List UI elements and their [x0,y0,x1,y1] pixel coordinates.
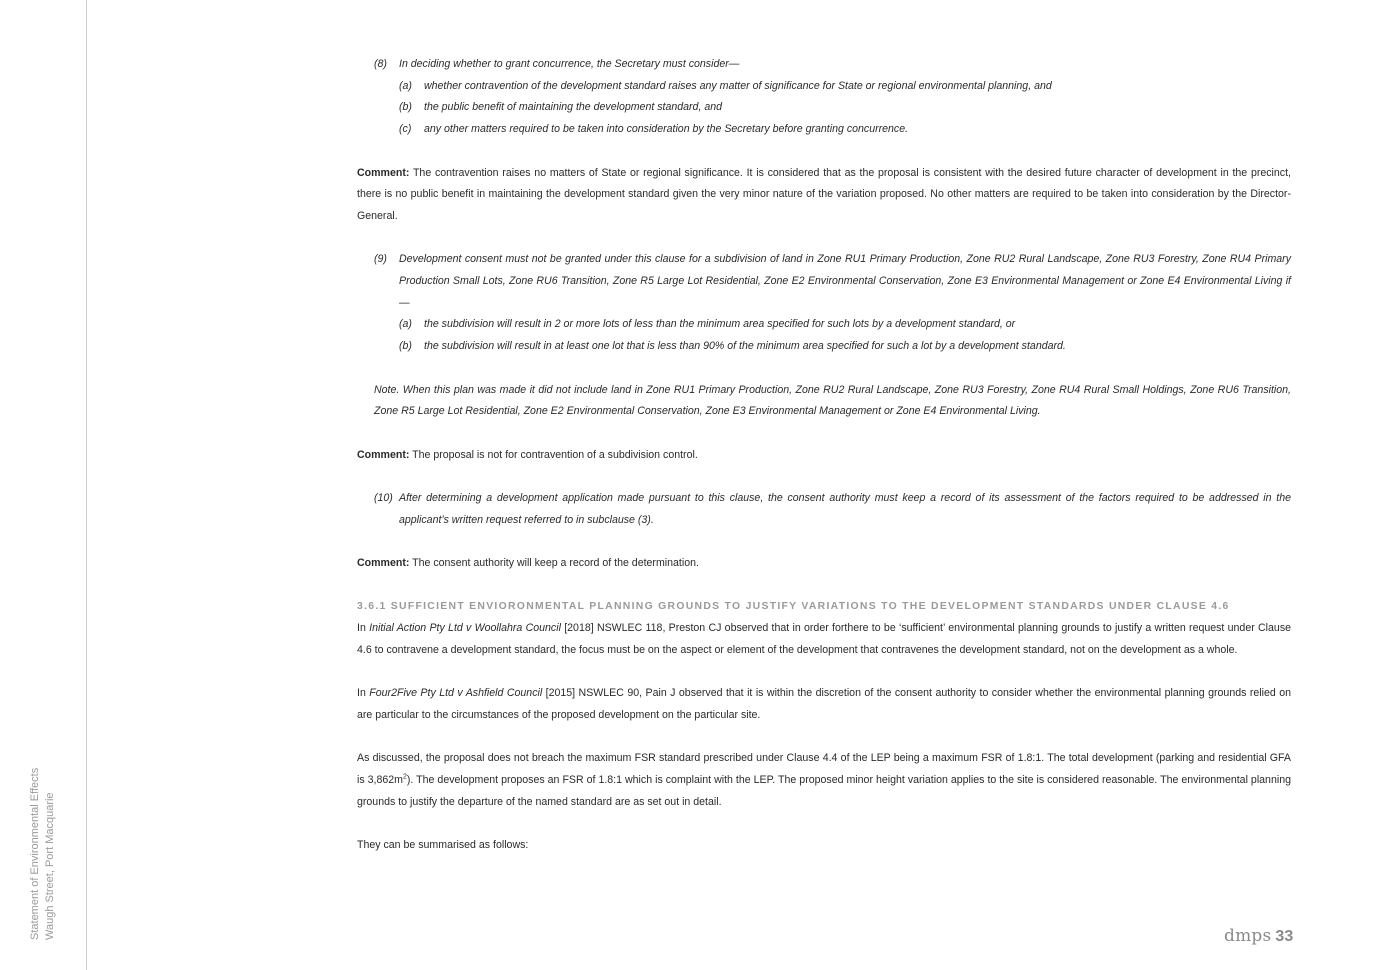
item-label: (a) [399,79,412,92]
clause-text: Development consent must not be granted under this clause for a subdivision of land in Zone RU1 Primary Production, Zone RU2 Rural Landscape, Zone RU3 Forestry, Zone RU4 Primary Production Small Lots, Zone RU6 Transition, Zone R5 Large Lot Residential, Zone E2 Environmental Conservation, Zone E3 Environmental Management or Zone E4 Environmental Living if— [399,253,1291,309]
comment-paragraph [357,553,1291,575]
clause-8-item [357,97,1291,119]
note-paragraph: Note. When this plan was made it did not include land in Zone RU1 Primary Production, Zone RU2 Rural Landscape, Zone RU3 Forestry, Zone RU4 Rural Small Holdings, Zone RU6 Transition, Zone R5 Large Lot Residential, Zone E2 Environmental Conservation, Zone E3 Environmental Management or Zone E4 Environmental Living. [374,383,1291,418]
clause-8-item [357,119,1291,141]
item-label: (b) [399,101,412,114]
page-number: 33 [1275,928,1294,945]
clause-8-item [357,76,1291,98]
text-run: In [357,687,370,700]
item-label: (b) [399,340,412,353]
item-text: whether contravention of the development standard raises any matter of significance for State or regional environmental planning, and [424,79,1052,92]
body-paragraph: They can be summarised as follows: [357,839,529,852]
clause-8 [357,54,1291,76]
comment-label: Comment: [357,557,410,570]
comment-label: Comment: [357,448,410,461]
text-run: [2018] NSWLEC 118, Preston CJ observed that in order forthere to be ‘sufficient’ environmental planning grounds to justify a written request under Clause 4.6 to contravene a development standard, the focus must be on the aspect or element of the development that contravenes the development standard, not on the development as a whole. [357,622,1292,656]
item-text: the subdivision will result in at least one lot that is less than 90% of the minimum area specified for such a lot by a development standard. [424,340,1066,353]
comment-text: The consent authority will keep a record of the determination. [412,557,699,570]
item-label: (c) [399,123,412,136]
sidebar-title-line1: Statement of Environmental Effects [29,767,41,940]
case-citation: Initial Action Pty Ltd v Woollahra Council [369,622,561,635]
clause-number: (9) [374,253,387,266]
body-paragraph [357,748,1291,813]
page-footer [1224,926,1293,946]
comment-text: The contravention raises no matters of State or regional significance. It is considered that as the proposal is consistent with the desired future character of development in the precinct, there is no public benefit in maintaining the development standard given the very minor nature of the variation proposed. No other matters are required to be taken into consideration by the Director-General. [357,166,1291,222]
comment-text: The proposal is not for contravention of a subdivision control. [412,448,698,461]
page-content [357,54,1291,857]
clause-number: (10) [374,491,393,504]
comment-label: Comment: [357,166,410,179]
comment-paragraph [357,445,1291,467]
text-run: ). The development proposes an FSR of 1.8:1 which is complaint with the LEP. The proposed minor height variation applies to the site is considered reasonable. The environmental planning grounds to justify the departure of the named standard are as set out in detail. [357,774,1291,808]
brand-logo: dmps [1224,926,1272,946]
clause-10 [357,488,1291,531]
item-text: the subdivision will result in 2 or more lots of less than the minimum area specified for such lots by a development standard, or [424,318,1016,331]
text-run: [2015] NSWLEC 90, Pain J observed that it is within the discretion of the consent authority to consider whether the environmental planning grounds relied on are particular to the circumstances of the proposed development on the particular site. [357,687,1292,721]
clause-text: In deciding whether to grant concurrence, the Secretary must consider— [399,58,740,70]
clause-9-item [357,336,1291,358]
clause-text: After determining a development application made pursuant to this clause, the consent authority must keep a record of its assessment of the factors required to be addressed in the applicant’s written request referred to in subclause (3). [399,491,1291,526]
body-paragraph [357,618,1291,661]
text-run: As discussed, the proposal does not breach the maximum FSR standard prescribed under Clause 4.4 of the LEP being a maximum FSR of 1.8:1. The total development (parking and residential GFA is 3,862m [357,752,1291,787]
item-text: any other matters required to be taken into consideration by the Secretary before granting concurrence. [424,123,909,136]
clause-9 [357,249,1291,314]
case-citation: Four2Five Pty Ltd v Ashfield Council [369,687,543,700]
item-text: the public benefit of maintaining the development standard, and [424,101,723,114]
sidebar-divider [86,0,87,970]
superscript: 2 [402,773,407,781]
text-run: In [357,622,370,635]
sidebar-document-title [28,768,58,940]
body-paragraph [357,683,1291,726]
sidebar-title-line2: Waugh Street, Port Macquarie [44,792,56,940]
clause-number: (8) [374,58,387,70]
comment-paragraph [357,163,1291,228]
item-label: (a) [399,318,412,331]
section-heading: 3.6.1 SUFFICIENT ENVIORONMENTAL PLANNING GROUNDS TO JUSTIFY VARIATIONS TO THE DEVELOPMENT STANDARDS UNDER CLAUSE 4.6 [357,601,1230,613]
clause-9-item [357,314,1291,336]
